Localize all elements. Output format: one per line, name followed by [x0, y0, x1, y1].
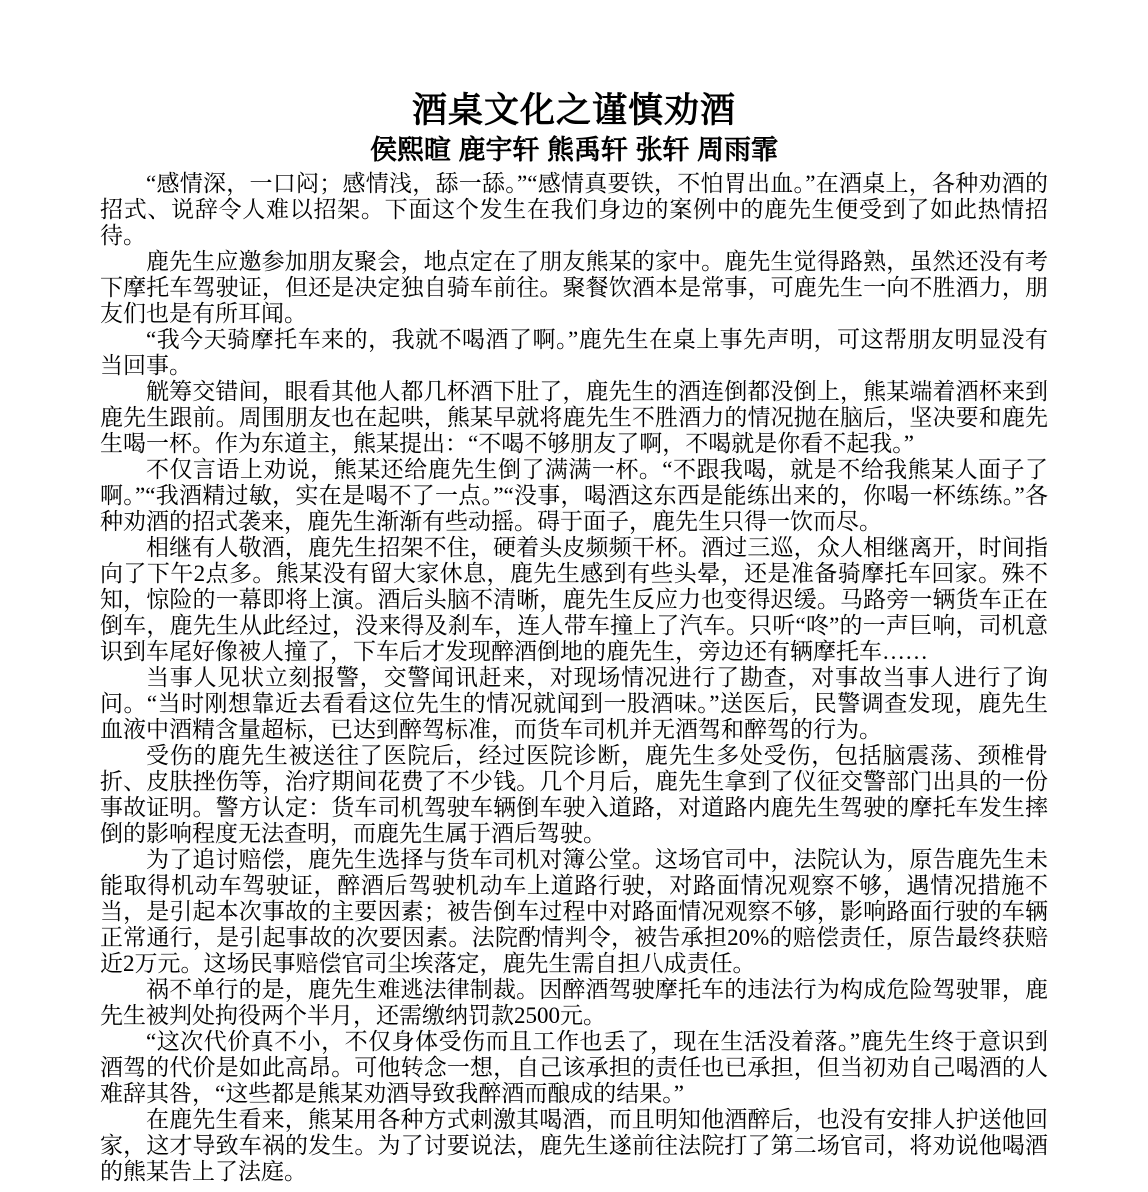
paragraph-gathering: 鹿先生应邀参加朋友聚会，地点定在了朋友熊某的家中。鹿先生觉得路熟，虽然还没有考下摩托车驾驶证，但还是决定独自骑车前往。聚餐饮酒本是常事，可鹿先生一向不胜酒力，朋友们也是有所耳闻。 — [100, 249, 1048, 326]
document-title: 酒桌文化之谨慎劝酒 — [411, 91, 736, 130]
paragraph-hospital: 受伤的鹿先生被送往了医院后，经过医院诊断，鹿先生多处受伤，包括脑震荡、颈椎骨折、皮肤挫伤等，治疗期间花费了不少钱。几个月后，鹿先生拿到了仪征交警部门出具的一份事故证明。警方认定：货车司机驾驶车辆倒车驶入道路，对道路内鹿先生驾驶的摩托车发生摔倒的影响程度无法查明，而鹿先生属于酒后驾驶。 — [100, 743, 1048, 846]
paragraph-toasting: 觥筹交错间，眼看其他人都几杯酒下肚了，鹿先生的酒连倒都没倒上，熊某端着酒杯来到鹿先生跟前。周围朋友也在起哄，熊某早就将鹿先生不胜酒力的情况抛在脑后，坚决要和鹿先生喝一杯。作为东道主，熊某提出：“不喝不够朋友了啊，不喝就是你看不起我。” — [100, 379, 1048, 456]
paragraph-accident: 相继有人敬酒，鹿先生招架不住，硬着头皮频频干杯。酒过三巡，众人相继离开，时间指向了下午2点多。熊某没有留大家休息，鹿先生感到有些头晕，还是准备骑摩托车回家。殊不知，惊险的一幕即将上演。酒后头脑不清晰，鹿先生反应力也变得迟缓。马路旁一辆货车正在倒车，鹿先生从此经过，没来得及刹车，连人带车撞上了汽车。只听“咚”的一声巨响，司机意识到车尾好像被人撞了，下车后才发现醉酒倒地的鹿先生，旁边还有辆摩托车…… — [100, 535, 1048, 664]
paragraph-second-lawsuit: 在鹿先生看来，熊某用各种方式刺激其喝酒，而且明知他酒醉后，也没有安排人护送他回家，这才导致车祸的发生。为了讨要说法，鹿先生遂前往法院打了第二场官司，将劝说他喝酒的熊某告上了法庭。 — [100, 1107, 1048, 1184]
paragraph-penalty: 祸不单行的是，鹿先生难逃法律制裁。因醉酒驾驶摩托车的违法行为构成危险驾驶罪，鹿先生被判处拘役两个半月，还需缴纳罚款2500元。 — [100, 977, 1048, 1028]
paragraph-persuasion: 不仅言语上劝说，熊某还给鹿先生倒了满满一杯。“不跟我喝，就是不给我熊某人面子了啊。”“我酒精过敏，实在是喝不了一点。”“没事，喝酒这东西是能练出来的，你喝一杯练练。”各种劝酒的招式袭来，鹿先生渐渐有些动摇。碍于面子，鹿先生只得一饮而尽。 — [100, 457, 1048, 534]
paragraph-police: 当事人见状立刻报警，交警闻讯赶来，对现场情况进行了勘查，对事故当事人进行了询问。“当时刚想靠近去看看这位先生的情况就闻到一股酒味。”送医后，民警调查发现，鹿先生血液中酒精含量超标，已达到醉驾标准，而货车司机并无酒驾和醉驾的行为。 — [100, 665, 1048, 742]
document-body — [100, 171, 1048, 1185]
paragraph-lawsuit: 为了追讨赔偿，鹿先生选择与货车司机对簿公堂。这场官司中，法院认为，原告鹿先生未能取得机动车驾驶证，醉酒后驾驶机动车上道路行驶，对路面情况观察不够，遇情况措施不当，是引起本次事故的主要因素；被告倒车过程中对路面情况观察不够，影响路面行驶的车辆正常通行，是引起事故的次要因素。法院酌情判令，被告承担20%的赔偿责任，原告最终获赔近2万元。这场民事赔偿官司尘埃落定，鹿先生需自担八成责任。 — [100, 847, 1048, 976]
paragraph-intro: “感情深，一口闷；感情浅，舔一舔。”“感情真要铁，不怕胃出血。”在酒桌上，各种劝酒的招式、说辞令人难以招架。下面这个发生在我们身边的案例中的鹿先生便受到了如此热情招待。 — [100, 171, 1048, 248]
paragraph-reflection: “这次代价真不小，不仅身体受伤而且工作也丢了，现在生活没着落。”鹿先生终于意识到酒驾的代价是如此高昂。可他转念一想，自己该承担的责任也已承担，但当初劝自己喝酒的人难辞其咎，“这些都是熊某劝酒导致我醉酒而酿成的结果。” — [100, 1029, 1048, 1106]
paragraph-declaration: “我今天骑摩托车来的，我就不喝酒了啊。”鹿先生在桌上事先声明，可这帮朋友明显没有当回事。 — [100, 327, 1048, 378]
document-authors: 侯熙暄 鹿宇轩 熊禹轩 张轩 周雨霏 — [369, 135, 778, 165]
